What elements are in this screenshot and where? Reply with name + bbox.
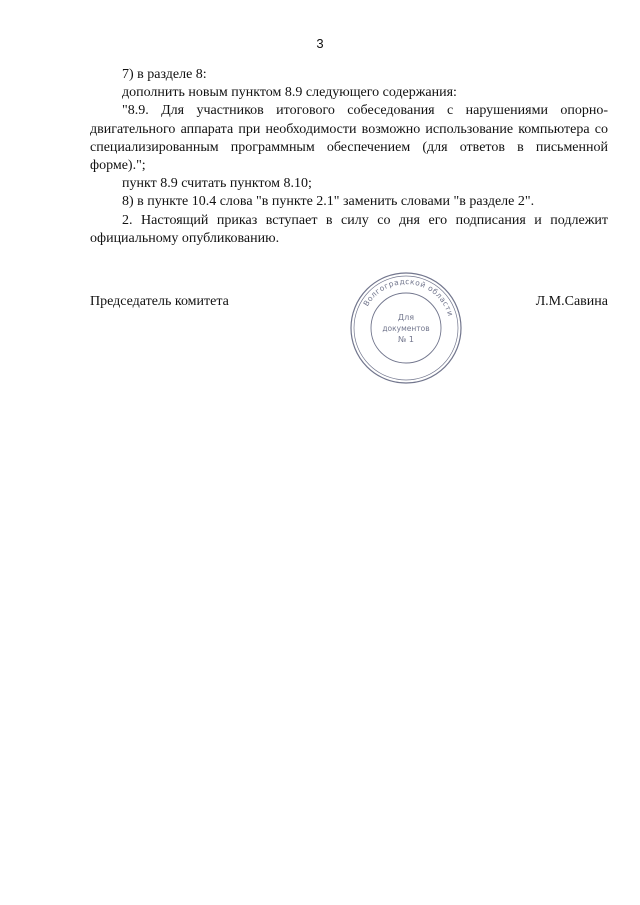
official-seal [348, 270, 464, 386]
seal-outer-text: Волгоградской области [361, 276, 456, 318]
page-number: 3 [316, 36, 324, 51]
seal-inner-line-2: документов [382, 324, 430, 333]
paragraph-effective: 2. Настоящий приказ вступает в силу со дня его подписания и подлежит официальному опубликованию. [90, 212, 608, 246]
paragraph-item-8: 8) в пункте 10.4 слова "в пункте 2.1" заменить словами "в разделе 2". [122, 194, 535, 210]
signer-title: Председатель комитета [90, 294, 229, 309]
document-body [90, 66, 608, 248]
seal-inner-line-1: Для [397, 313, 415, 322]
seal-inner-line-3: № 1 [398, 335, 414, 344]
paragraph-point-8-9: "8.9. Для участников итогового собеседования с нарушениями опорно-двигательного аппарата при необходимости возможно использование компьютера со специализированным программным обеспечением (для ответов в письменной форме)."; [90, 103, 608, 174]
paragraph-renumber: пункт 8.9 считать пунктом 8.10; [122, 176, 312, 192]
paragraph-item-7: 7) в разделе 8: [122, 67, 207, 82]
paragraph-add-point: дополнить новым пунктом 8.9 следующего содержания: [122, 85, 457, 101]
signer-name: Л.М.Савина [535, 294, 608, 309]
